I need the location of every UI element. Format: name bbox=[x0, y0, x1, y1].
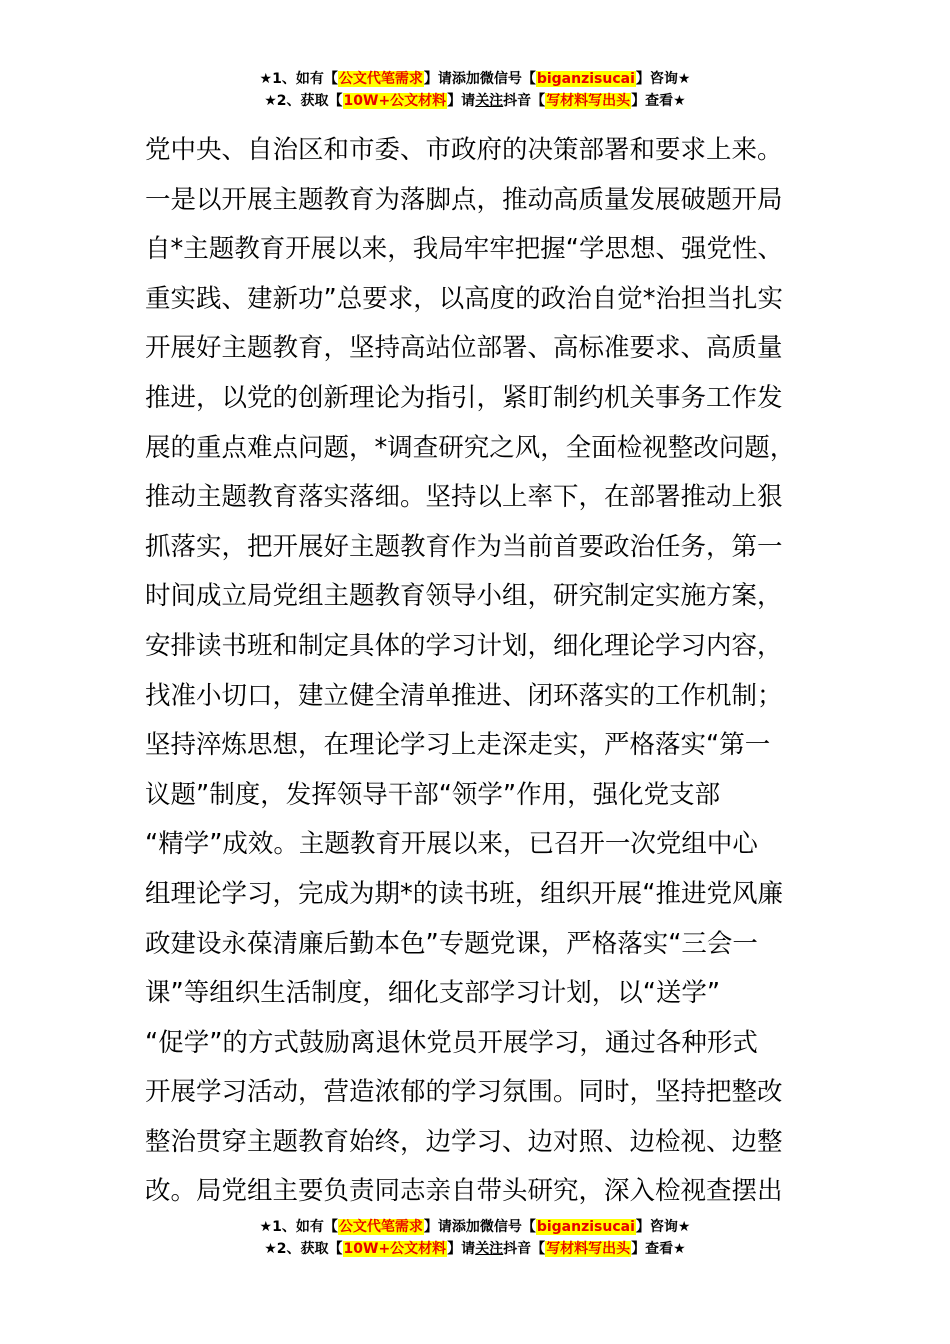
body-line: 安排读书班和制定具体的学习计划，细化理论学习内容， bbox=[145, 630, 783, 661]
body-line: 展的重点难点问题，*调查研究之风，全面检视整改问题， bbox=[145, 432, 796, 463]
body-line: 时间成立局党组主题教育领导小组，研究制定实施方案， bbox=[145, 581, 783, 612]
banner-line-2 bbox=[0, 90, 950, 112]
banner-text: 】咨询★ bbox=[635, 71, 691, 87]
banner-text: 】请 bbox=[423, 71, 452, 87]
body-line: 议题”制度，发挥领导干部“领学”作用，强化党支部 bbox=[145, 779, 721, 810]
banner-text: ★2、获取【 bbox=[264, 93, 343, 109]
body-line: 抓落实，把开展好主题教育作为当前首要政治任务，第一 bbox=[145, 531, 783, 562]
banner-text: ★2、获取【 bbox=[264, 1241, 343, 1257]
banner-line-1 bbox=[0, 1216, 950, 1238]
header-banner bbox=[0, 68, 950, 112]
banner-text: 】请 bbox=[447, 93, 476, 109]
banner-text: 抖音【 bbox=[503, 93, 546, 109]
banner-text: 】请 bbox=[447, 1241, 476, 1257]
banner-text: 微信号【 bbox=[479, 71, 536, 87]
body-line: 一是以开展主题教育为落脚点，推动高质量发展破题开局 bbox=[145, 184, 783, 215]
banner-text: 】查看★ bbox=[631, 1241, 686, 1257]
body-line: 开展好主题教育，坚持高站位部署、高标准要求、高质量 bbox=[145, 333, 783, 364]
banner-text: ★1、如有【 bbox=[259, 71, 338, 87]
footer-banner bbox=[0, 1216, 950, 1260]
banner-text: 】请 bbox=[423, 1219, 452, 1235]
highlight-wechat-id: biganzisucai bbox=[536, 1219, 635, 1235]
highlight-douyin: 写材料写出头 bbox=[546, 1241, 631, 1257]
banner-text: 微信号【 bbox=[479, 1219, 536, 1235]
body-line: 推进，以党的创新理论为指引，紧盯制约机关事务工作发 bbox=[145, 382, 783, 413]
banner-text: 】咨询★ bbox=[635, 1219, 691, 1235]
highlight-service: 公文代笔需求 bbox=[338, 71, 423, 87]
body-line: 找准小切口，建立健全清单推进、闭环落实的工作机制； bbox=[145, 680, 783, 711]
body-line: 改。局党组主要负责同志亲自带头研究，深入检视查摆出 bbox=[145, 1176, 783, 1207]
body-line: “精学”成效。主题教育开展以来，已召开一次党组中心 bbox=[145, 829, 758, 860]
body-line: 整治贯穿主题教育始终，边学习、边对照、边检视、边整 bbox=[145, 1126, 783, 1157]
banner-emphasis: 添加 bbox=[451, 1219, 480, 1235]
highlight-materials: 10W+公文材料 bbox=[343, 1241, 447, 1257]
banner-text: 】查看★ bbox=[631, 93, 686, 109]
highlight-wechat-id: biganzisucai bbox=[536, 71, 635, 87]
body-line: 重实践、建新功”总要求，以高度的政治自觉*治担当扎实 bbox=[145, 283, 783, 314]
banner-line-2 bbox=[0, 1238, 950, 1260]
banner-emphasis: 关注 bbox=[475, 1241, 504, 1257]
highlight-douyin: 写材料写出头 bbox=[546, 93, 631, 109]
body-line: “促学”的方式鼓励离退休党员开展学习，通过各种形式 bbox=[145, 1027, 758, 1058]
document-body bbox=[145, 126, 810, 1217]
highlight-service: 公文代笔需求 bbox=[338, 1219, 423, 1235]
banner-text: ★1、如有【 bbox=[259, 1219, 338, 1235]
banner-emphasis: 关注 bbox=[475, 93, 504, 109]
body-line: 组理论学习，完成为期*的读书班，组织开展“推进党风廉 bbox=[145, 878, 783, 909]
banner-emphasis: 添加 bbox=[451, 71, 480, 87]
banner-line-1 bbox=[0, 68, 950, 90]
body-line: 自*主题教育开展以来，我局牢牢把握“学思想、强党性、 bbox=[145, 234, 783, 265]
body-line: 政建设永葆清廉后勤本色”专题党课，严格落实“三会一 bbox=[145, 928, 758, 959]
body-line: 课”等组织生活制度，细化支部学习计划，以“送学” bbox=[145, 978, 721, 1009]
banner-text: 抖音【 bbox=[503, 1241, 546, 1257]
body-line: 党中央、自治区和市委、市政府的决策部署和要求上来。 bbox=[145, 135, 783, 165]
body-line: 开展学习活动，营造浓郁的学习氛围。同时，坚持把整改 bbox=[145, 1077, 783, 1108]
highlight-materials: 10W+公文材料 bbox=[343, 93, 447, 109]
body-line: 推动主题教育落实落细。坚持以上率下，在部署推动上狠 bbox=[145, 482, 783, 513]
body-line: 坚持淬炼思想，在理论学习上走深走实，严格落实“第一 bbox=[145, 730, 771, 761]
